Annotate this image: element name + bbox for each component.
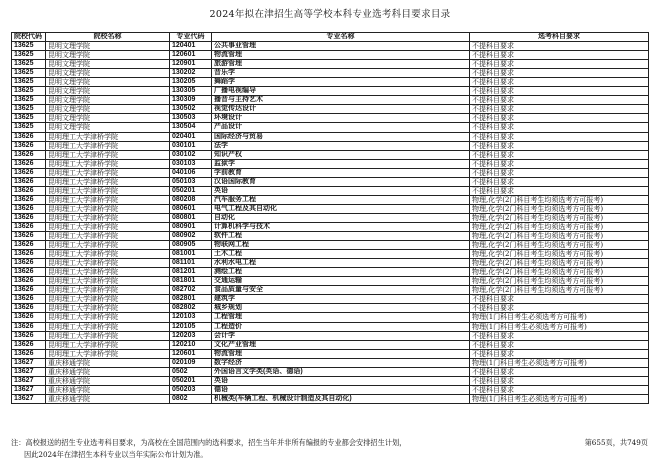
school-name-cell: 昆明理工大学津桥学院 [46,168,170,177]
school-code-cell: 13625 [12,105,46,114]
school-name-cell: 昆明理工大学津桥学院 [46,304,170,313]
requirement-cell: 不提科目要求 [470,114,649,123]
table-row [12,150,649,159]
major-code-cell: 130504 [170,123,212,132]
school-name-cell: 昆明理工大学津桥学院 [46,177,170,186]
major-name-cell: 城乡规划 [212,304,470,313]
major-name-cell: 旅游管理 [212,60,470,69]
header-requirement: 选考科目要求 [470,33,649,42]
requirement-cell: 不提科目要求 [470,42,649,51]
requirement-cell: 物理,化学(2门科目考生均须选考方可报考) [470,259,649,268]
table-row [12,141,649,150]
school-code-cell: 13627 [12,367,46,376]
major-name-cell: 自动化 [212,213,470,222]
requirement-cell: 不提科目要求 [470,367,649,376]
major-name-cell: 英语 [212,186,470,195]
school-code-cell: 13626 [12,141,46,150]
table-row [12,105,649,114]
requirement-cell: 不提科目要求 [470,105,649,114]
school-name-cell: 昆明理工大学津桥学院 [46,331,170,340]
school-code-cell: 13626 [12,150,46,159]
table-row [12,60,649,69]
table-row [12,268,649,277]
table-row [12,277,649,286]
school-code-cell: 13625 [12,96,46,105]
major-name-cell: 外国语言文学类(英语、德语) [212,367,470,376]
major-code-cell: 0502 [170,367,212,376]
footnote-line-2: 因此2024年在津招生本科专业以当年实际公布计划为准。 [24,450,208,459]
school-code-cell: 13625 [12,42,46,51]
school-code-cell: 13626 [12,268,46,277]
requirement-cell: 不提科目要求 [470,51,649,60]
major-code-cell: 080905 [170,241,212,250]
school-name-cell: 昆明理工大学津桥学院 [46,259,170,268]
school-name-cell: 昆明理工大学津桥学院 [46,159,170,168]
school-name-cell: 昆明理工大学津桥学院 [46,195,170,204]
major-name-cell: 物流管理 [212,349,470,358]
school-name-cell: 昆明理工大学津桥学院 [46,241,170,250]
table-row [12,114,649,123]
major-name-cell: 监狱学 [212,159,470,168]
major-name-cell: 产品设计 [212,123,470,132]
school-name-cell: 昆明理工大学津桥学院 [46,204,170,213]
requirements-table [11,32,649,404]
table-row [12,286,649,295]
school-name-cell: 昆明理工大学津桥学院 [46,150,170,159]
school-name-cell: 昆明理工大学津桥学院 [46,222,170,231]
major-name-cell: 知识产权 [212,150,470,159]
school-code-cell: 13626 [12,186,46,195]
school-name-cell: 昆明理工大学津桥学院 [46,213,170,222]
school-name-cell: 昆明理工大学津桥学院 [46,322,170,331]
major-name-cell: 机械类(车辆工程、机械设计制造及其自动化) [212,394,470,403]
major-code-cell: 130305 [170,87,212,96]
school-code-cell: 13626 [12,213,46,222]
major-name-cell: 公共事业管理 [212,42,470,51]
major-name-cell: 食品质量与安全 [212,286,470,295]
major-code-cell: 080601 [170,204,212,213]
school-name-cell: 昆明文理学院 [46,42,170,51]
requirement-cell: 不提科目要求 [470,349,649,358]
school-code-cell: 13626 [12,204,46,213]
school-name-cell: 昆明理工大学津桥学院 [46,141,170,150]
school-code-cell: 13626 [12,304,46,313]
requirement-cell: 不提科目要求 [470,168,649,177]
major-name-cell: 文化产业管理 [212,340,470,349]
school-code-cell: 13625 [12,60,46,69]
major-code-cell: 030102 [170,150,212,159]
requirement-cell: 不提科目要求 [470,177,649,186]
school-code-cell: 13627 [12,385,46,394]
major-code-cell: 080901 [170,222,212,231]
requirement-cell: 不提科目要求 [470,295,649,304]
table-row [12,159,649,168]
school-name-cell: 昆明理工大学津桥学院 [46,313,170,322]
major-code-cell: 130503 [170,114,212,123]
school-name-cell: 重庆移通学院 [46,367,170,376]
major-name-cell: 视觉传达设计 [212,105,470,114]
major-name-cell: 广播电视编导 [212,87,470,96]
major-code-cell: 120601 [170,51,212,60]
major-code-cell: 082702 [170,286,212,295]
table-row [12,376,649,385]
requirement-cell: 不提科目要求 [470,159,649,168]
table-row [12,241,649,250]
major-code-cell: 120210 [170,340,212,349]
major-name-cell: 播音与主持艺术 [212,96,470,105]
school-name-cell: 重庆移通学院 [46,385,170,394]
school-name-cell: 昆明理工大学津桥学院 [46,232,170,241]
major-name-cell: 法学 [212,141,470,150]
requirement-cell: 不提科目要求 [470,340,649,349]
requirement-cell: 不提科目要求 [470,87,649,96]
school-name-cell: 昆明文理学院 [46,105,170,114]
school-code-cell: 13625 [12,69,46,78]
school-name-cell: 昆明理工大学津桥学院 [46,186,170,195]
table-row [12,177,649,186]
requirement-cell: 物理,化学(2门科目考生均须选考方可报考) [470,213,649,222]
school-name-cell: 昆明文理学院 [46,69,170,78]
requirement-cell: 物理(1门科目考生必须选考方可报考) [470,394,649,403]
requirement-cell: 物理,化学(2门科目考生均须选考方可报考) [470,268,649,277]
table-row [12,250,649,259]
major-code-cell: 050201 [170,376,212,385]
major-name-cell: 汽车服务工程 [212,195,470,204]
major-name-cell: 汉语国际教育 [212,177,470,186]
table-row [12,259,649,268]
school-code-cell: 13626 [12,132,46,141]
school-code-cell: 13625 [12,78,46,87]
school-name-cell: 昆明文理学院 [46,87,170,96]
major-name-cell: 电气工程及其自动化 [212,204,470,213]
school-code-cell: 13625 [12,114,46,123]
table-row [12,78,649,87]
requirement-cell: 不提科目要求 [470,150,649,159]
school-code-cell: 13626 [12,232,46,241]
requirement-cell: 物理,化学(2门科目考生均须选考方可报考) [470,232,649,241]
table-row [12,42,649,51]
major-name-cell: 舞蹈学 [212,78,470,87]
major-name-cell: 土木工程 [212,250,470,259]
school-name-cell: 昆明理工大学津桥学院 [46,132,170,141]
school-code-cell: 13627 [12,376,46,385]
requirement-cell: 物理,化学(2门科目考生均须选考方可报考) [470,250,649,259]
school-name-cell: 昆明理工大学津桥学院 [46,286,170,295]
school-code-cell: 13626 [12,295,46,304]
major-name-cell: 水利水电工程 [212,259,470,268]
major-name-cell: 德语 [212,385,470,394]
table-row [12,340,649,349]
requirement-cell: 不提科目要求 [470,376,649,385]
major-code-cell: 120105 [170,322,212,331]
header-major-name: 专业名称 [212,33,470,42]
major-code-cell: 081101 [170,259,212,268]
requirement-cell: 不提科目要求 [470,123,649,132]
school-name-cell: 昆明文理学院 [46,51,170,60]
school-code-cell: 13627 [12,358,46,367]
header-major-code: 专业代码 [170,33,212,42]
requirement-cell: 物理,化学(2门科目考生均须选考方可报考) [470,277,649,286]
school-name-cell: 昆明理工大学津桥学院 [46,349,170,358]
major-code-cell: 080902 [170,232,212,241]
major-code-cell: 081001 [170,250,212,259]
school-code-cell: 13625 [12,51,46,60]
requirement-cell: 不提科目要求 [470,69,649,78]
requirement-cell: 不提科目要求 [470,141,649,150]
table-row [12,51,649,60]
school-name-cell: 重庆移通学院 [46,358,170,367]
table-row [12,304,649,313]
school-name-cell: 昆明文理学院 [46,96,170,105]
major-code-cell: 081201 [170,268,212,277]
major-code-cell: 050203 [170,385,212,394]
table-row [12,132,649,141]
requirement-cell: 不提科目要求 [470,60,649,69]
school-code-cell: 13626 [12,250,46,259]
major-name-cell: 国际经济与贸易 [212,132,470,141]
table-row [12,87,649,96]
school-name-cell: 昆明理工大学津桥学院 [46,268,170,277]
major-code-cell: 030101 [170,141,212,150]
table-row [12,96,649,105]
table-row [12,313,649,322]
requirement-cell: 物理,化学(2门科目考生均须选考方可报考) [470,286,649,295]
major-code-cell: 030103 [170,159,212,168]
school-code-cell: 13626 [12,259,46,268]
school-name-cell: 昆明理工大学津桥学院 [46,277,170,286]
table-row [12,322,649,331]
major-name-cell: 音乐学 [212,69,470,78]
school-name-cell: 昆明文理学院 [46,60,170,69]
major-code-cell: 081801 [170,277,212,286]
major-name-cell: 软件工程 [212,232,470,241]
table-row [12,385,649,394]
major-name-cell: 环境设计 [212,114,470,123]
table-row [12,394,649,403]
table-row [12,186,649,195]
major-code-cell: 050103 [170,177,212,186]
major-code-cell: 120901 [170,60,212,69]
school-code-cell: 13626 [12,322,46,331]
table-header-row [12,33,649,42]
school-name-cell: 昆明理工大学津桥学院 [46,295,170,304]
major-code-cell: 120203 [170,331,212,340]
major-code-cell: 130309 [170,96,212,105]
requirement-cell: 不提科目要求 [470,304,649,313]
major-name-cell: 建筑学 [212,295,470,304]
table-row [12,69,649,78]
requirement-cell: 不提科目要求 [470,385,649,394]
table-row [12,331,649,340]
major-name-cell: 交通运输 [212,277,470,286]
requirement-cell: 不提科目要求 [470,78,649,87]
major-code-cell: 020401 [170,132,212,141]
major-code-cell: 080208 [170,195,212,204]
requirement-cell: 物理(1门科目考生必须选考方可报考) [470,313,649,322]
major-code-cell: 120401 [170,42,212,51]
table-row [12,222,649,231]
school-code-cell: 13626 [12,277,46,286]
major-name-cell: 英语 [212,376,470,385]
major-name-cell: 会计学 [212,331,470,340]
school-name-cell: 重庆移通学院 [46,376,170,385]
school-name-cell: 重庆移通学院 [46,394,170,403]
requirement-cell: 不提科目要求 [470,132,649,141]
requirement-cell: 物理,化学(2门科目考生均须选考方可报考) [470,204,649,213]
school-code-cell: 13626 [12,340,46,349]
major-code-cell: 050201 [170,186,212,195]
school-name-cell: 昆明理工大学津桥学院 [46,250,170,259]
school-code-cell: 13626 [12,241,46,250]
table-row [12,195,649,204]
school-name-cell: 昆明文理学院 [46,78,170,87]
table-row [12,232,649,241]
school-code-cell: 13626 [12,159,46,168]
major-code-cell: 040106 [170,168,212,177]
major-code-cell: 020109 [170,358,212,367]
school-code-cell: 13626 [12,177,46,186]
school-name-cell: 昆明理工大学津桥学院 [46,340,170,349]
school-name-cell: 昆明文理学院 [46,123,170,132]
school-code-cell: 13625 [12,87,46,96]
requirement-cell: 物理(1门科目考生必须选考方可报考) [470,358,649,367]
major-name-cell: 物联网工程 [212,241,470,250]
major-name-cell: 物流管理 [212,51,470,60]
school-code-cell: 13625 [12,123,46,132]
major-code-cell: 130205 [170,78,212,87]
page-number: 第655页，共749页 [584,438,648,447]
requirement-cell: 物理(1门科目考生必须选考方可报考) [470,322,649,331]
table-row [12,123,649,132]
table-row [12,367,649,376]
major-code-cell: 120601 [170,349,212,358]
table-row [12,349,649,358]
major-code-cell: 130202 [170,69,212,78]
major-name-cell: 测绘工程 [212,268,470,277]
table-row [12,213,649,222]
header-school-name: 院校名称 [46,33,170,42]
requirement-cell: 物理,化学(2门科目考生均须选考方可报考) [470,195,649,204]
table-row [12,295,649,304]
major-code-cell: 130502 [170,105,212,114]
school-code-cell: 13626 [12,168,46,177]
major-code-cell: 082802 [170,304,212,313]
header-school-code: 院校代码 [12,33,46,42]
major-code-cell: 082801 [170,295,212,304]
major-code-cell: 0802 [170,394,212,403]
school-code-cell: 13626 [12,331,46,340]
school-code-cell: 13627 [12,394,46,403]
requirement-cell: 物理,化学(2门科目考生均须选考方可报考) [470,241,649,250]
major-name-cell: 工程管理 [212,313,470,322]
school-code-cell: 13626 [12,222,46,231]
school-code-cell: 13626 [12,286,46,295]
major-name-cell: 计算机科学与技术 [212,222,470,231]
major-name-cell: 学前教育 [212,168,470,177]
page-title: 2024年拟在津招生高等学校本科专业选考科目要求目录 [209,9,451,20]
table-row [12,358,649,367]
school-code-cell: 13626 [12,349,46,358]
school-name-cell: 昆明文理学院 [46,114,170,123]
table-row [12,204,649,213]
table-row [12,168,649,177]
major-name-cell: 数字经济 [212,358,470,367]
major-code-cell: 080801 [170,213,212,222]
school-code-cell: 13626 [12,195,46,204]
requirement-cell: 物理,化学(2门科目考生均须选考方可报考) [470,222,649,231]
footnote-line-1: 注：高校报送的招生专业选考科目要求，为高校在全国范围内的选科要求，招生当年并非所有编报的专业都会安排招生计划， [11,438,407,447]
requirement-cell: 不提科目要求 [470,186,649,195]
school-code-cell: 13626 [12,313,46,322]
requirement-cell: 不提科目要求 [470,96,649,105]
requirement-cell: 不提科目要求 [470,331,649,340]
major-code-cell: 120103 [170,313,212,322]
major-name-cell: 工程造价 [212,322,470,331]
